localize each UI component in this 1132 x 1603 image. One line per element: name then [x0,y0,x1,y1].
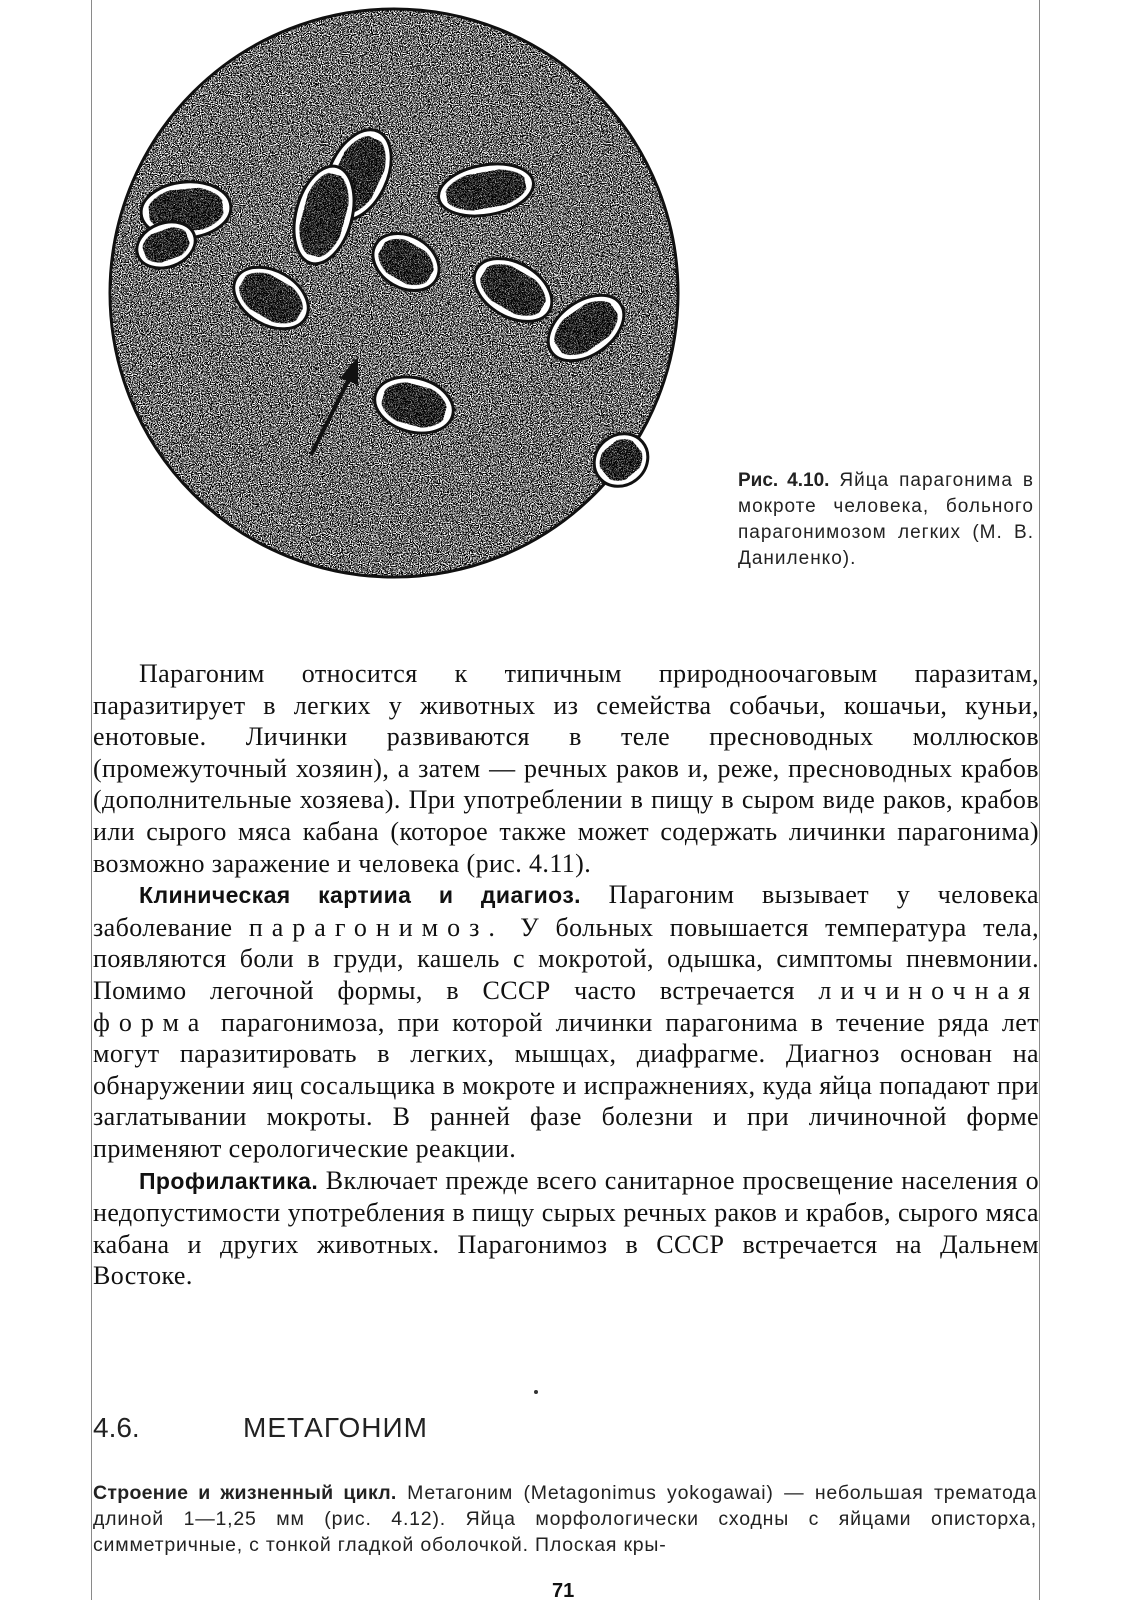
clinical-text-3: парагонимоза, при которой личинки парагонима в течение ряда лет могут паразитировать в легких, мышцах, диафрагме. Диагноз основан на обнаружении яиц сосальщика в мокроте и испражнениях, куда яйца попадают при заглатывании мокроты. В ранней фазе болезни и при личиночной форме применяют серологические реакции. [93,1007,1039,1163]
main-body-text [93,658,1039,1292]
stray-dot [534,1390,538,1394]
microscope-field-illustration [96,0,696,600]
figure-caption-text: Яйца парагонима в мокроте человека, больного парагонимозом легких (М. В. Даниленко). [738,470,1034,569]
paragraph-intro: Парагоним относится к типичным природноочаговым паразитам, паразитирует в легких у животных из семейства собачьи, кошачьи, куньи, енотовые. Личинки развиваются в теле пресноводных моллюсков (промежуточный хозяин), а затем — речных раков и, реже, пресноводных крабов (дополнительные хозяева). При употреблении в пищу в сыром виде раков, крабов или сырого мяса кабана (которое также может содержать личинки парагонима) возможно заражение и человека (рис. 4.11). [93,659,1039,878]
prophylaxis-text: Включает прежде всего санитарное просвещение населения о недопустимости употребления в пищу сырых речных раков и крабов, сырого мяса кабана и других животных. Парагонимоз в СССР встречается на Дальнем Востоке. [93,1165,1039,1291]
page-right-rule [1039,0,1040,1600]
term-larval-form: личиночная форма [93,975,1039,1037]
paragraph-clinical [93,879,1039,1164]
figure-label: Рис. 4.10. [738,470,830,491]
section-title: МЕТАГОНИМ [243,1412,428,1443]
page-left-rule [91,0,92,1600]
section-number: 4.6. [93,1412,140,1443]
clinical-text-2: У больных повышается температура тела, появляются боли в груди, кашель с мокротой, одышка, симптомы пневмонии. Помимо легочной формы, в СССР часто встречается [93,912,1040,1005]
page-number: 71 [552,1580,575,1602]
figure-caption [738,468,1034,572]
paragraph-structure [93,1480,1037,1558]
structure-heading: Строение и жизненный цикл. [93,1482,397,1504]
paragraph-prophylaxis [93,1165,1039,1292]
term-paragonimoz: парагонимоз. [248,912,504,942]
clinical-text-1: Парагоним вызывает у человека заболевание [93,880,1039,942]
clinical-heading: Клиническая картииа и диагиоз. [139,882,581,909]
structure-text: Метагоним (Metagonimus yokogawai) — небольшая трематода длиной 1—1,25 мм (рис. 4.12). Яйца морфологически сходны с яйцами описторха, симметричные, с тонкой гладкой оболочкой. Плоская кры- [93,1482,1037,1556]
prophylaxis-heading: Профилактика. [139,1167,319,1194]
